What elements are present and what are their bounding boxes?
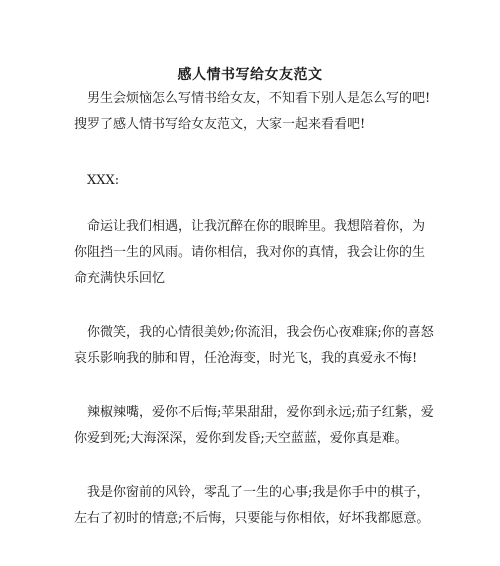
bottom-fade <box>0 540 500 566</box>
document-title: 感人情书写给女友范文 <box>177 67 323 83</box>
paragraph-intro: 男生会烦恼怎么写情书给女友，不知看下别人是怎么写的吧!搜罗了感人情书写给女友范文，大家一起来看看吧! <box>74 91 431 132</box>
paragraph-body-3: 辣椒辣嘴，爱你不后悔;苹果甜甜，爱你到永远;茄子红紫，爱你爱到死;大海深深，爱你到发昏;天空蓝蓝，爱你真是难。 <box>74 405 434 446</box>
paragraph-body-4: 我是你窗前的风铃，零乱了一生的心事;我是你手中的棋子，左右了初时的情意;不后悔，只要能与你相依，好坏我都愿意。 <box>74 485 430 526</box>
paragraph-salutation: XXX: <box>74 173 120 188</box>
paragraph-body-1: 命运让我们相遇，让我沉醉在你的眼眸里。我想陪着你，为你阻挡一生的风雨。请你相信，我对你的真情，我会让你的生命充满快乐回忆 <box>74 219 426 286</box>
paragraph-body-2: 你微笑，我的心情很美妙;你流泪，我会伤心夜难寐;你的喜怒哀乐影响我的肺和胃，任沧海变，时光飞，我的真爱永不悔! <box>74 325 434 366</box>
